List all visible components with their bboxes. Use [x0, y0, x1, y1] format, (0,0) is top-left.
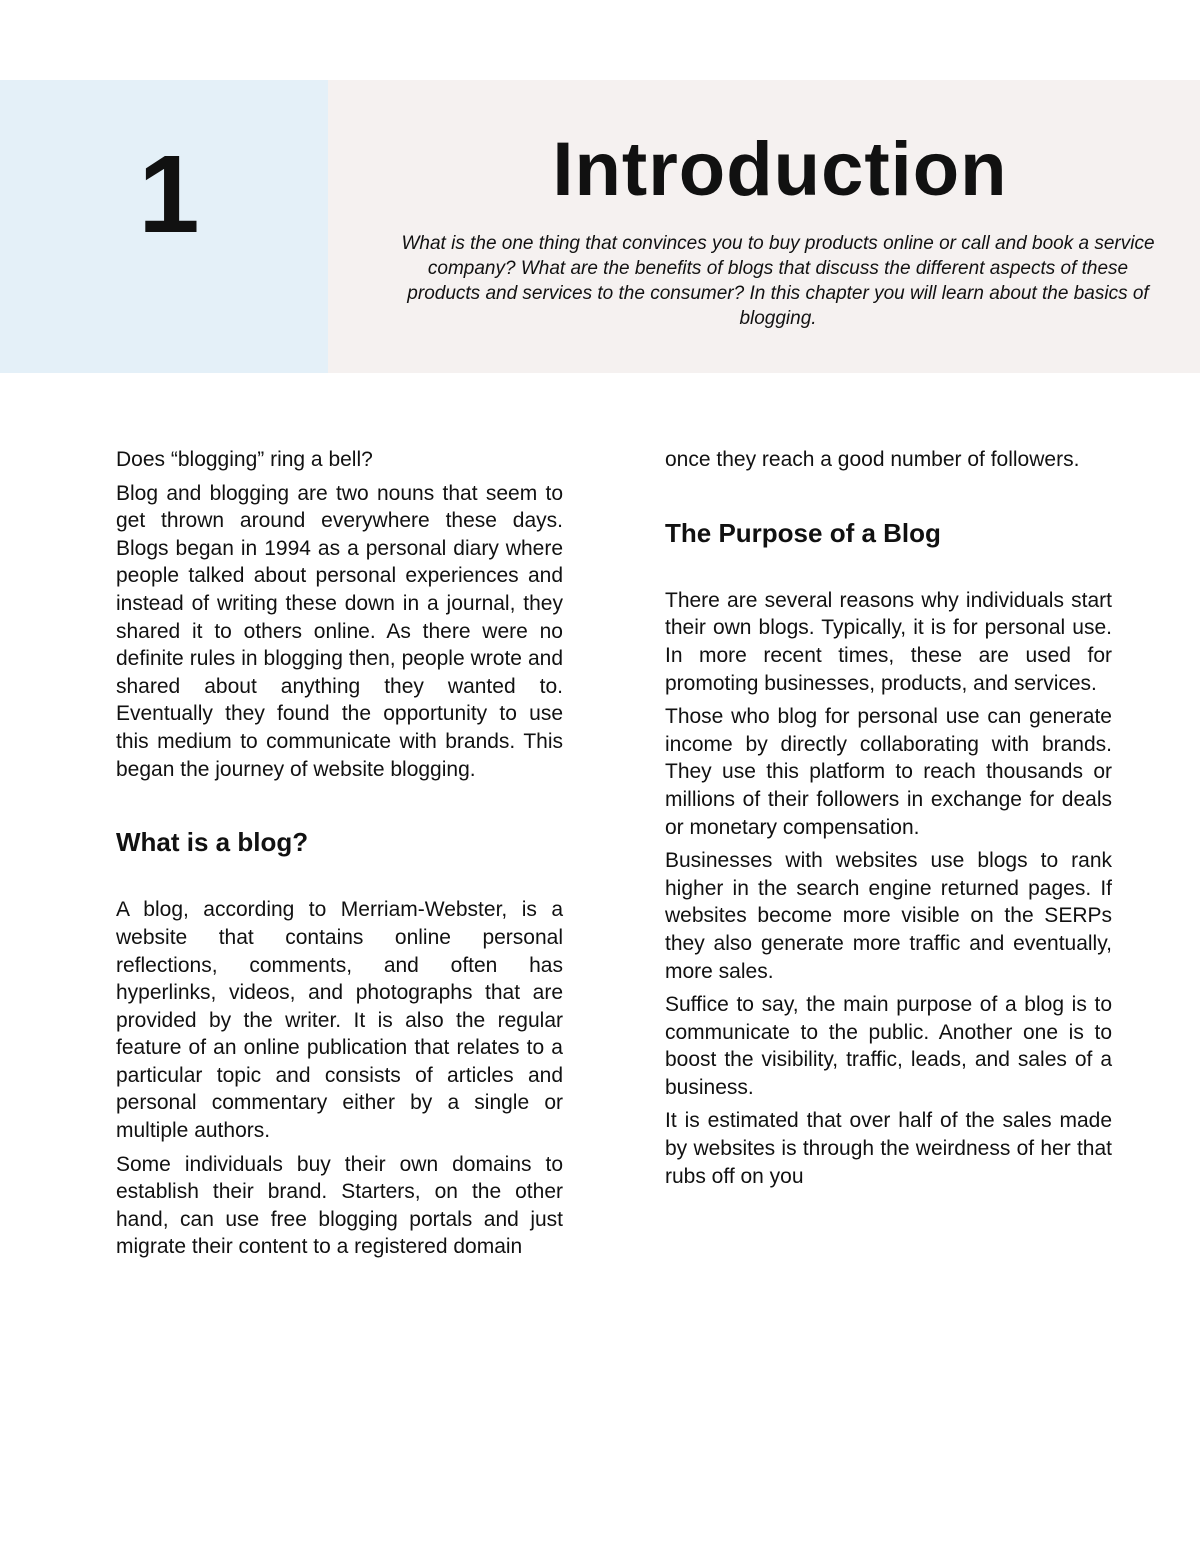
- section-heading: The Purpose of a Blog: [665, 517, 941, 548]
- paragraph: Some individuals buy their own domains to establish their brand. Starters, on the other hand, can use free blogging portals and just migrate their content to a registered domain: [116, 1152, 563, 1259]
- left-column: [116, 446, 563, 1267]
- paragraph: once they reach a good number of followers.: [665, 448, 1080, 471]
- paragraph: Businesses with websites use blogs to rank higher in the search engine returned pages. If websites become more visible on the SERPs they also generate more traffic and eventually, more sales.: [665, 849, 1112, 983]
- paragraph: There are several reasons why individuals start their own blogs. Typically, it is for personal use. In more recent times, these are used for promoting businesses, products, and services.: [665, 588, 1112, 695]
- paragraph: Blog and blogging are two nouns that seem to get thrown around everywhere these days. Blogs began in 1994 as a personal diary where people talked about personal experiences and instead of writing these down in a journal, they shared it to others online. As there were no definite rules in blogging then, people wrote and shared about anything they wanted to. Eventually they found the opportunity to use this medium to communicate with brands. This began the journey of website blogging.: [116, 481, 563, 781]
- chapter-title: Introduction: [552, 127, 1008, 212]
- chapter-number: 1: [138, 133, 200, 256]
- paragraph: A blog, according to Merriam-Webster, is a website that contains online personal reflections, comments, and often has hyperlinks, videos, and photographs that are provided by the writer. It is also the regular feature of an online publication that relates to a particular topic and consists of articles and personal commentary either by a single or multiple authors.: [116, 898, 563, 1143]
- right-column: [665, 446, 1112, 1196]
- paragraph: It is estimated that over half of the sales made by websites is through the weirdness of her that rubs off on you: [665, 1109, 1112, 1188]
- paragraph: Does “blogging” ring a bell?: [116, 448, 373, 471]
- section-heading: What is a blog?: [116, 827, 309, 858]
- paragraph: Suffice to say, the main purpose of a blog is to communicate to the public. Another one is to boost the visibility, traffic, leads, and sales of a business.: [665, 993, 1112, 1099]
- paragraph: Those who blog for personal use can generate income by directly collaborating with brands. They use this platform to reach thousands or millions of their followers in exchange for deals or monetary compensation.: [665, 705, 1112, 839]
- chapter-subtitle: What is the one thing that convinces you to buy products online or call and book a service company? What are the benefits of blogs that discuss the different aspects of these products and services to the consumer? In this chapter you will learn about the basics of blogging.: [401, 233, 1155, 329]
